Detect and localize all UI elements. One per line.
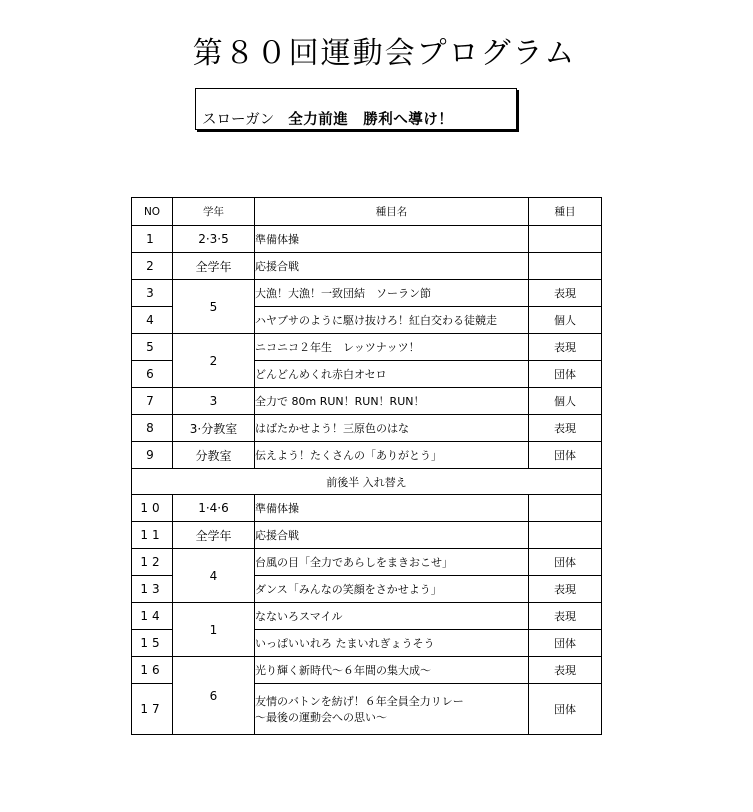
row-event: ハヤブサのように駆け抜けろ！紅白交わる徒競走 [255, 307, 529, 334]
row-no: 14 [132, 603, 173, 630]
row-no: 1 [132, 226, 173, 253]
row-no: 7 [132, 388, 173, 415]
row-grade: 5 [173, 280, 255, 334]
row-no: 9 [132, 442, 173, 469]
header-type: 種目 [529, 198, 602, 226]
row-type [529, 495, 602, 522]
row-event: ニコニコ２年生 レッツナッツ！ [255, 334, 529, 361]
row-no: 12 [132, 549, 173, 576]
row-type: 個人 [529, 388, 602, 415]
row-type [529, 253, 602, 280]
row-no: 4 [132, 307, 173, 334]
table-row [132, 280, 602, 307]
header-grade: 学年 [173, 198, 255, 226]
row-type: 表現 [529, 334, 602, 361]
row-type: 団体 [529, 684, 602, 735]
row-type: 団体 [529, 549, 602, 576]
row-event: 光り輝く新時代～６年間の集大成～ [255, 657, 529, 684]
row-event: 伝えよう！たくさんの「ありがとう」 [255, 442, 529, 469]
table-row [132, 442, 602, 469]
row-event: どんどんめくれ赤白オセロ [255, 361, 529, 388]
row-no: 15 [132, 630, 173, 657]
table-row [132, 253, 602, 280]
row-type: 団体 [529, 361, 602, 388]
row-no: 6 [132, 361, 173, 388]
table-row [132, 522, 602, 549]
row-type: 表現 [529, 576, 602, 603]
row-grade: 4 [173, 549, 255, 603]
row-grade: 3·分教室 [173, 415, 255, 442]
table-row [132, 388, 602, 415]
row-event-line2: ～最後の運動会への思い～ [255, 711, 387, 724]
row-event: 準備体操 [255, 495, 529, 522]
table-row [132, 603, 602, 630]
row-no: 8 [132, 415, 173, 442]
row-no: 3 [132, 280, 173, 307]
row-grade: 1 [173, 603, 255, 657]
row-no: 16 [132, 657, 173, 684]
slogan-box [195, 88, 517, 130]
row-grade: 全学年 [173, 522, 255, 549]
row-event: なないろスマイル [255, 603, 529, 630]
table-header-row [132, 198, 602, 226]
row-type [529, 226, 602, 253]
row-grade: 分教室 [173, 442, 255, 469]
row-no: 5 [132, 334, 173, 361]
table-row [132, 226, 602, 253]
row-event: 応援合戦 [255, 522, 529, 549]
row-event: 応援合戦 [255, 253, 529, 280]
row-no: 13 [132, 576, 173, 603]
table-row [132, 657, 602, 684]
row-event-line1: 友情のバトンを紡げ！６年全員全力リレー [255, 695, 464, 708]
header-event: 種目名 [255, 198, 529, 226]
table-row [132, 549, 602, 576]
slogan-label: スローガン [202, 112, 275, 128]
row-event: 全力で 80m RUN！RUN！RUN！ [255, 388, 529, 415]
row-type [529, 522, 602, 549]
row-grade: 1·4·6 [173, 495, 255, 522]
break-row [132, 469, 602, 495]
row-event: 台風の目「全力であらしをまきおこせ」 [255, 549, 529, 576]
row-type: 個人 [529, 307, 602, 334]
row-type: 表現 [529, 603, 602, 630]
row-grade: 3 [173, 388, 255, 415]
table-row [132, 415, 602, 442]
row-grade: 6 [173, 657, 255, 735]
program-table [131, 197, 602, 735]
row-no: 2 [132, 253, 173, 280]
row-event-multiline [255, 684, 529, 735]
row-no: 17 [132, 684, 173, 735]
row-event: 準備体操 [255, 226, 529, 253]
row-type: 表現 [529, 415, 602, 442]
table-row [132, 495, 602, 522]
table-row [132, 334, 602, 361]
row-event: はばたかせよう！三原色のはな [255, 415, 529, 442]
row-grade: 2 [173, 334, 255, 388]
page-title: 第８０回運動会プログラム [192, 36, 577, 71]
row-type: 表現 [529, 657, 602, 684]
break-label: 前後半 入れ替え [132, 469, 602, 495]
header-no: NO [132, 198, 173, 226]
row-type: 表現 [529, 280, 602, 307]
row-grade: 全学年 [173, 253, 255, 280]
row-no: 10 [132, 495, 173, 522]
row-type: 団体 [529, 442, 602, 469]
row-no: 11 [132, 522, 173, 549]
row-type: 団体 [529, 630, 602, 657]
row-grade: 2·3·5 [173, 226, 255, 253]
row-event: ダンス「みんなの笑顔をさかせよう」 [255, 576, 529, 603]
row-event: いっぱいいれろ たまいれぎょうそう [255, 630, 529, 657]
row-event: 大漁！大漁！一致団結 ソーラン節 [255, 280, 529, 307]
slogan-text: 全力前進 勝利へ導け！ [288, 112, 454, 128]
